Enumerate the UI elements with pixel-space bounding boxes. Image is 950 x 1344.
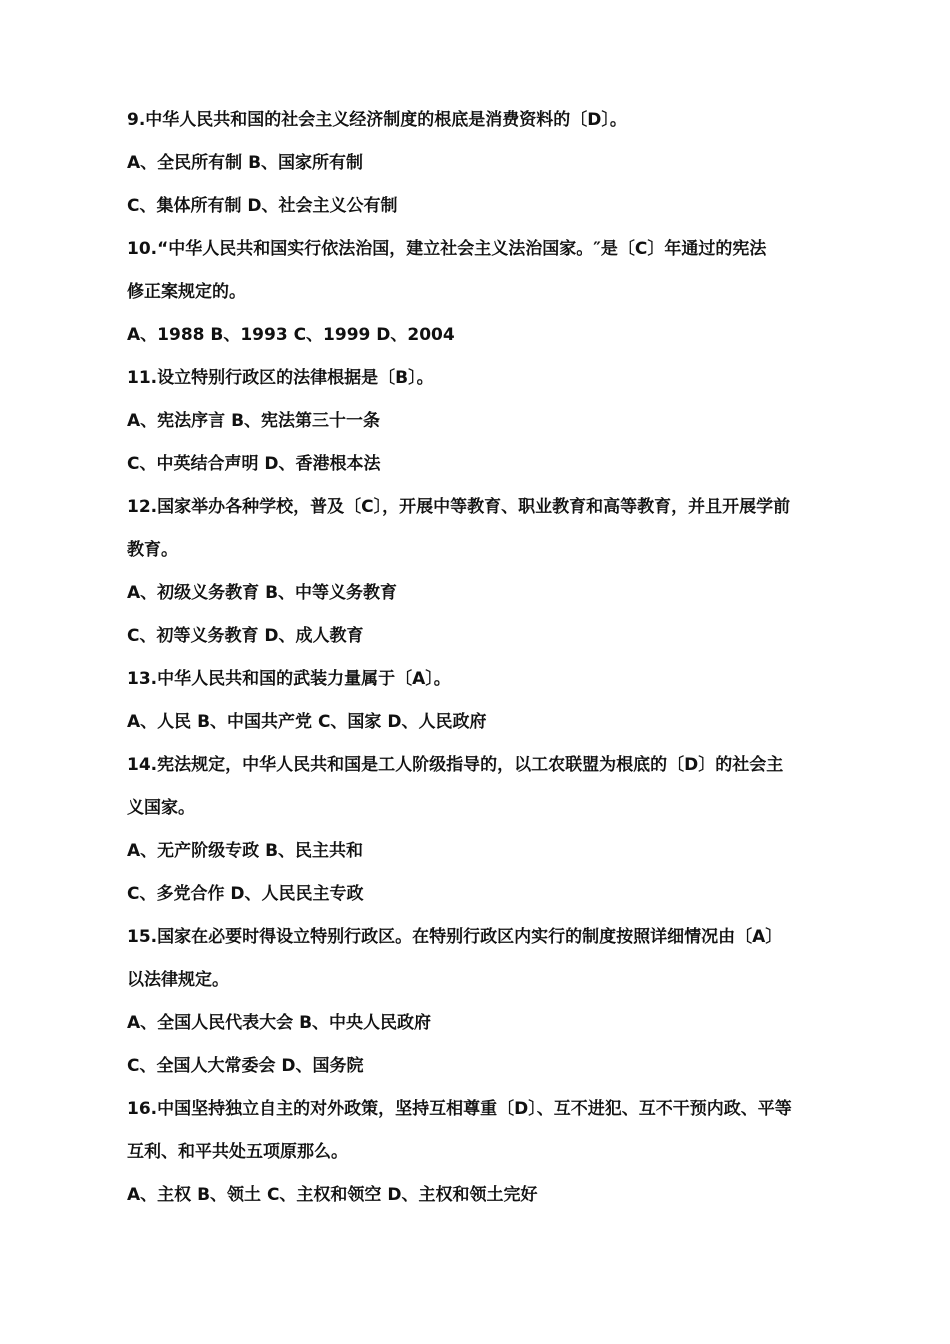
question-10-text-cont: 修正案规定的。 — [127, 282, 246, 302]
question-15-options-cd: C、全国人大常委会 D、国务院 — [127, 1056, 364, 1076]
question-14-options-cd: C、多党合作 D、人民民主专政 — [127, 884, 364, 904]
question-list — [127, 105, 867, 1223]
question-15-text-cont: 以法律规定。 — [127, 970, 229, 990]
question-12-text-cont: 教育。 — [127, 540, 178, 560]
question-16-options: A、主权 B、领土 C、主权和领空 D、主权和领土完好 — [127, 1185, 538, 1205]
question-11-options-ab: A、宪法序言 B、宪法第三十一条 — [127, 411, 381, 431]
question-11-options-cd: C、中英结合声明 D、香港根本法 — [127, 454, 381, 474]
question-9-text: 9.中华人民共和国的社会主义经济制度的根底是消费资料的〔D〕。 — [127, 110, 627, 130]
question-15-text: 15.国家在必要时得设立特别行政区。在特别行政区内实行的制度按照详细情况由〔A〕 — [127, 927, 783, 947]
question-13-options: A、人民 B、中国共产党 C、国家 D、人民政府 — [127, 712, 487, 732]
question-12-text: 12.国家举办各种学校，普及〔C〕，开展中等教育、职业教育和高等教育，并且开展学前 — [127, 497, 791, 517]
question-11-text: 11.设立特别行政区的法律根据是〔B〕。 — [127, 368, 434, 388]
question-10-text: 10.“中华人民共和国实行依法治国，建立社会主义法治国家。″是〔C〕年通过的宪法 — [127, 239, 767, 259]
question-13-text: 13.中华人民共和国的武装力量属于〔A〕。 — [127, 669, 451, 689]
question-14-options-ab: A、无产阶级专政 B、民主共和 — [127, 841, 364, 861]
question-14-text-cont: 义国家。 — [127, 798, 195, 818]
question-9-options-cd: C、集体所有制 D、社会主义公有制 — [127, 196, 398, 216]
question-16-text: 16.中国坚持独立自主的对外政策，坚持互相尊重〔D〕、互不进犯、互不干预内政、平等 — [127, 1099, 792, 1119]
question-12-options-ab: A、初级义务教育 B、中等义务教育 — [127, 583, 398, 603]
question-9-options-ab: A、全民所有制 B、国家所有制 — [127, 153, 364, 173]
question-16-text-cont: 互利、和平共处五项原那么。 — [127, 1142, 348, 1162]
question-10-options: A、1988 B、1993 C、1999 D、2004 — [127, 325, 455, 345]
question-14-text: 14.宪法规定，中华人民共和国是工人阶级指导的，以工农联盟为根底的〔D〕的社会主 — [127, 755, 784, 775]
question-12-options-cd: C、初等义务教育 D、成人教育 — [127, 626, 364, 646]
question-15-options-ab: A、全国人民代表大会 B、中央人民政府 — [127, 1013, 432, 1033]
